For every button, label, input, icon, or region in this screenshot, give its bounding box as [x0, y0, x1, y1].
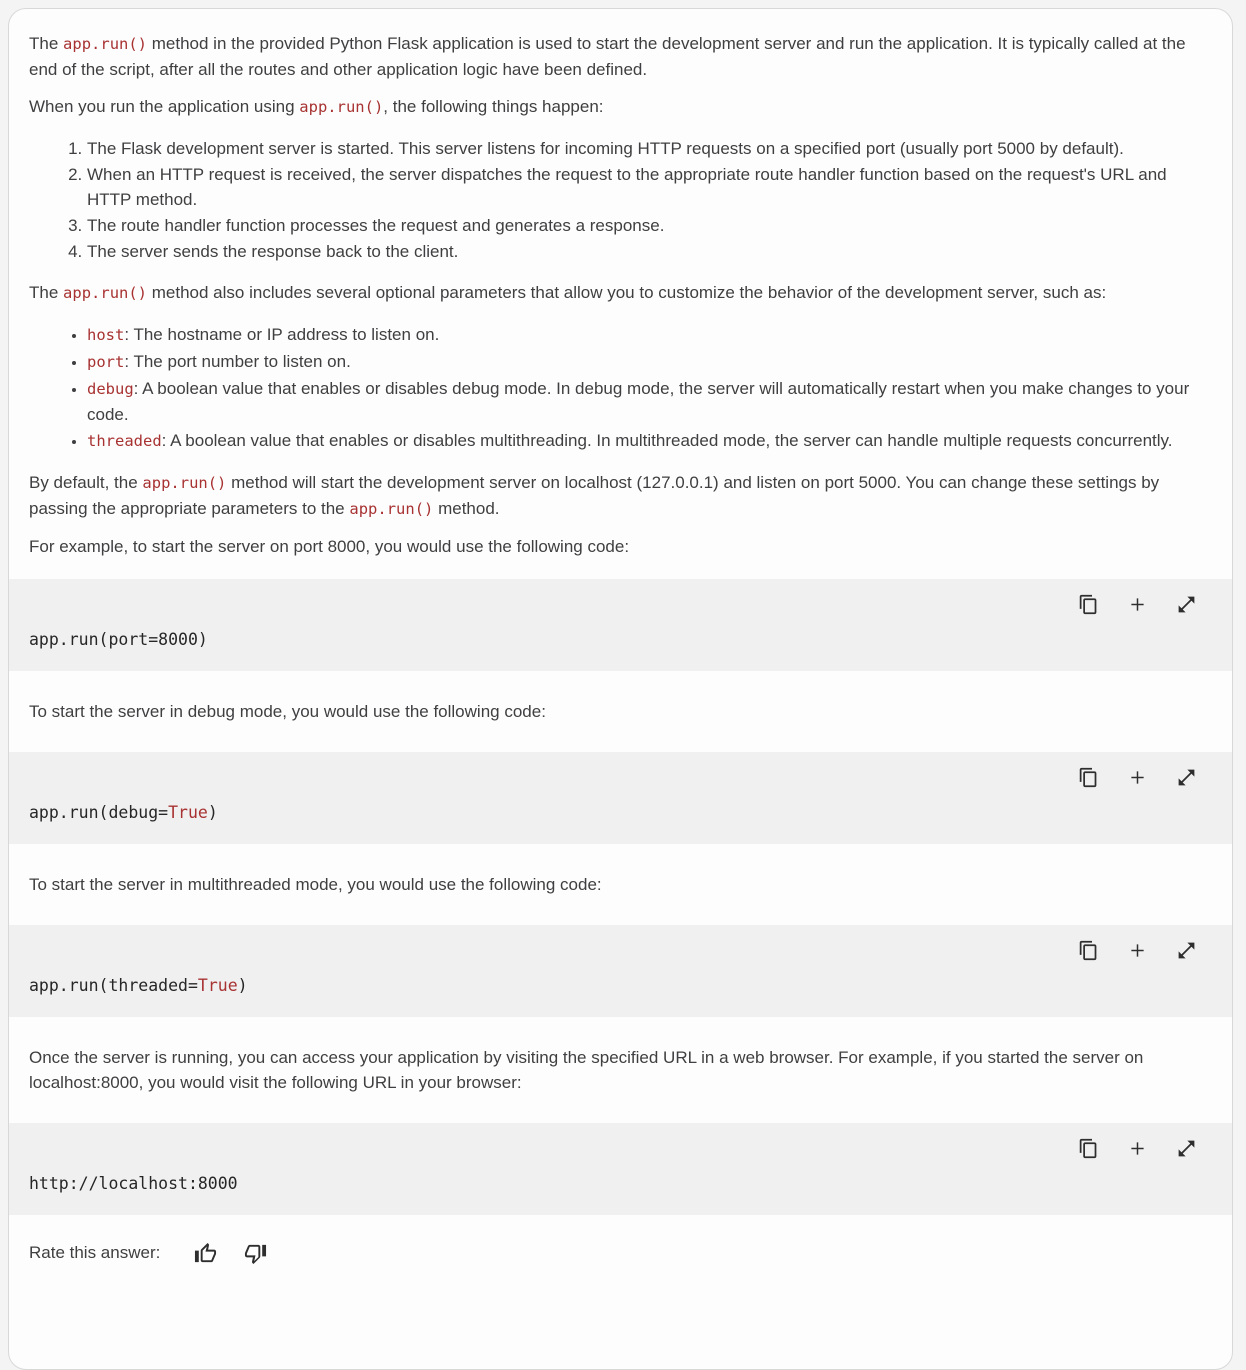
expand-code-button[interactable]	[1175, 939, 1197, 961]
copy-code-button[interactable]	[1077, 939, 1099, 961]
plus-icon	[1127, 1138, 1148, 1159]
text-segment: )	[207, 803, 218, 822]
code-block	[9, 925, 1232, 1017]
code-toolbar	[29, 939, 1197, 961]
inline-code: host	[87, 326, 125, 344]
answer-paragraph	[29, 31, 1212, 82]
expand-icon	[1176, 594, 1197, 615]
answer-body	[9, 1017, 1232, 1123]
answer-paragraph: For example, to start the server on port 8000, you would use the following code:	[29, 537, 630, 556]
code-keyword: True	[168, 803, 208, 822]
copy-icon	[1078, 767, 1099, 788]
copy-code-button[interactable]	[1077, 766, 1099, 788]
text-segment: app.run(debug=	[29, 803, 169, 822]
list-item	[87, 349, 1212, 375]
text-segment: The	[29, 283, 64, 302]
text-segment: When you run the application using	[29, 97, 300, 116]
code-text	[29, 975, 1197, 997]
answer-paragraph	[29, 470, 1212, 522]
text-segment: : The hostname or IP address to listen on.	[124, 325, 440, 344]
thumbs-down-icon	[244, 1242, 267, 1265]
text-segment: : A boolean value that enables or disables debug mode. In debug mode, the server will automatically restart when you make changes to your code.	[87, 379, 1190, 424]
inline-code: app.run()	[63, 35, 148, 53]
answer-paragraph: Once the server is running, you can access your application by visiting the specified URL in a web browser. For example, if you started the server on localhost:8000, you would visit the following URL in your browser:	[29, 1048, 1144, 1092]
answer-paragraph	[29, 94, 1212, 120]
plus-icon	[1127, 940, 1148, 961]
code-text	[29, 1173, 1197, 1195]
copy-icon	[1078, 1138, 1099, 1159]
answer-paragraph: To start the server in multithreaded mode, you would use the following code:	[29, 875, 602, 894]
add-code-button[interactable]	[1126, 1137, 1148, 1159]
text-segment: method in the provided Python Flask application is used to start the development server and run the application. It is typically called at the end of the script, after all the routes and other application logic have been defined.	[29, 34, 1186, 79]
answer-paragraph	[29, 280, 1212, 306]
expand-code-button[interactable]	[1175, 766, 1197, 788]
plus-icon	[1127, 767, 1148, 788]
text-segment: app.run(port=8000)	[29, 630, 208, 649]
inline-code: port	[87, 353, 125, 371]
rate-answer-label: Rate this answer:	[29, 1243, 161, 1262]
list-item: 4. The server sends the response back to the client.	[87, 239, 1212, 264]
code-toolbar	[29, 593, 1197, 615]
inline-code: threaded	[87, 432, 162, 450]
copy-code-button[interactable]	[1077, 1137, 1099, 1159]
inline-code: app.run()	[349, 500, 434, 518]
answer-body	[9, 844, 1232, 925]
list-item: 3. The route handler function processes the request and generates a response.	[87, 213, 1212, 238]
expand-code-button[interactable]	[1175, 593, 1197, 615]
text-segment: method will start the development server on localhost (127.0.0.1) and listen on port 5000. You can change these settings by passing the appropriate parameters to the	[29, 473, 1160, 518]
plus-icon	[1127, 594, 1148, 615]
list-item: 1. The Flask development server is started. This server listens for incoming HTTP requests on a specified port (usually port 5000 by default).	[87, 136, 1212, 161]
list-item: 2. When an HTTP request is received, the server dispatches the request to the appropriate route handler function based on the request's URL and HTTP method.	[87, 162, 1212, 212]
copy-icon	[1078, 594, 1099, 615]
text-segment: method.	[433, 499, 500, 518]
steps-list	[29, 136, 1212, 264]
list-item	[87, 376, 1212, 427]
copy-code-button[interactable]	[1077, 593, 1099, 615]
text-segment: : A boolean value that enables or disables multithreading. In multithreaded mode, the server can handle multiple requests concurrently.	[161, 431, 1173, 450]
answer-body	[9, 9, 1232, 579]
rating-bar	[9, 1215, 1232, 1291]
inline-code: app.run()	[142, 474, 227, 492]
code-block	[9, 579, 1232, 671]
text-segment: By default, the	[29, 473, 143, 492]
expand-icon	[1176, 1138, 1197, 1159]
copy-icon	[1078, 940, 1099, 961]
code-block	[9, 752, 1232, 844]
answer-body	[9, 671, 1232, 752]
answer-card	[8, 8, 1233, 1370]
inline-code: app.run()	[299, 98, 384, 116]
list-item	[87, 322, 1212, 348]
expand-code-button[interactable]	[1175, 1137, 1197, 1159]
code-toolbar	[29, 1137, 1197, 1159]
inline-code: debug	[87, 380, 134, 398]
code-text	[29, 802, 1197, 824]
text-segment: )	[237, 976, 248, 995]
text-segment: The	[29, 34, 64, 53]
text-segment: app.run(threaded=	[29, 976, 198, 995]
inline-code: app.run()	[63, 284, 148, 302]
text-segment: , the following things happen:	[383, 97, 604, 116]
text-segment: method also includes several optional parameters that allow you to customize the behavior of the development server, such as:	[147, 283, 1107, 302]
add-code-button[interactable]	[1126, 939, 1148, 961]
code-text	[29, 629, 1197, 651]
text-segment: : The port number to listen on.	[124, 352, 351, 371]
params-list	[29, 322, 1212, 454]
add-code-button[interactable]	[1126, 766, 1148, 788]
thumbs-up-button[interactable]	[193, 1241, 217, 1265]
text-segment: http://localhost:8000	[29, 1174, 238, 1193]
list-item	[87, 428, 1212, 454]
code-block	[9, 1123, 1232, 1215]
add-code-button[interactable]	[1126, 593, 1148, 615]
expand-icon	[1176, 767, 1197, 788]
answer-paragraph: To start the server in debug mode, you would use the following code:	[29, 702, 546, 721]
thumbs-down-button[interactable]	[243, 1241, 267, 1265]
expand-icon	[1176, 940, 1197, 961]
code-toolbar	[29, 766, 1197, 788]
code-keyword: True	[197, 976, 238, 995]
thumbs-up-icon	[194, 1242, 217, 1265]
